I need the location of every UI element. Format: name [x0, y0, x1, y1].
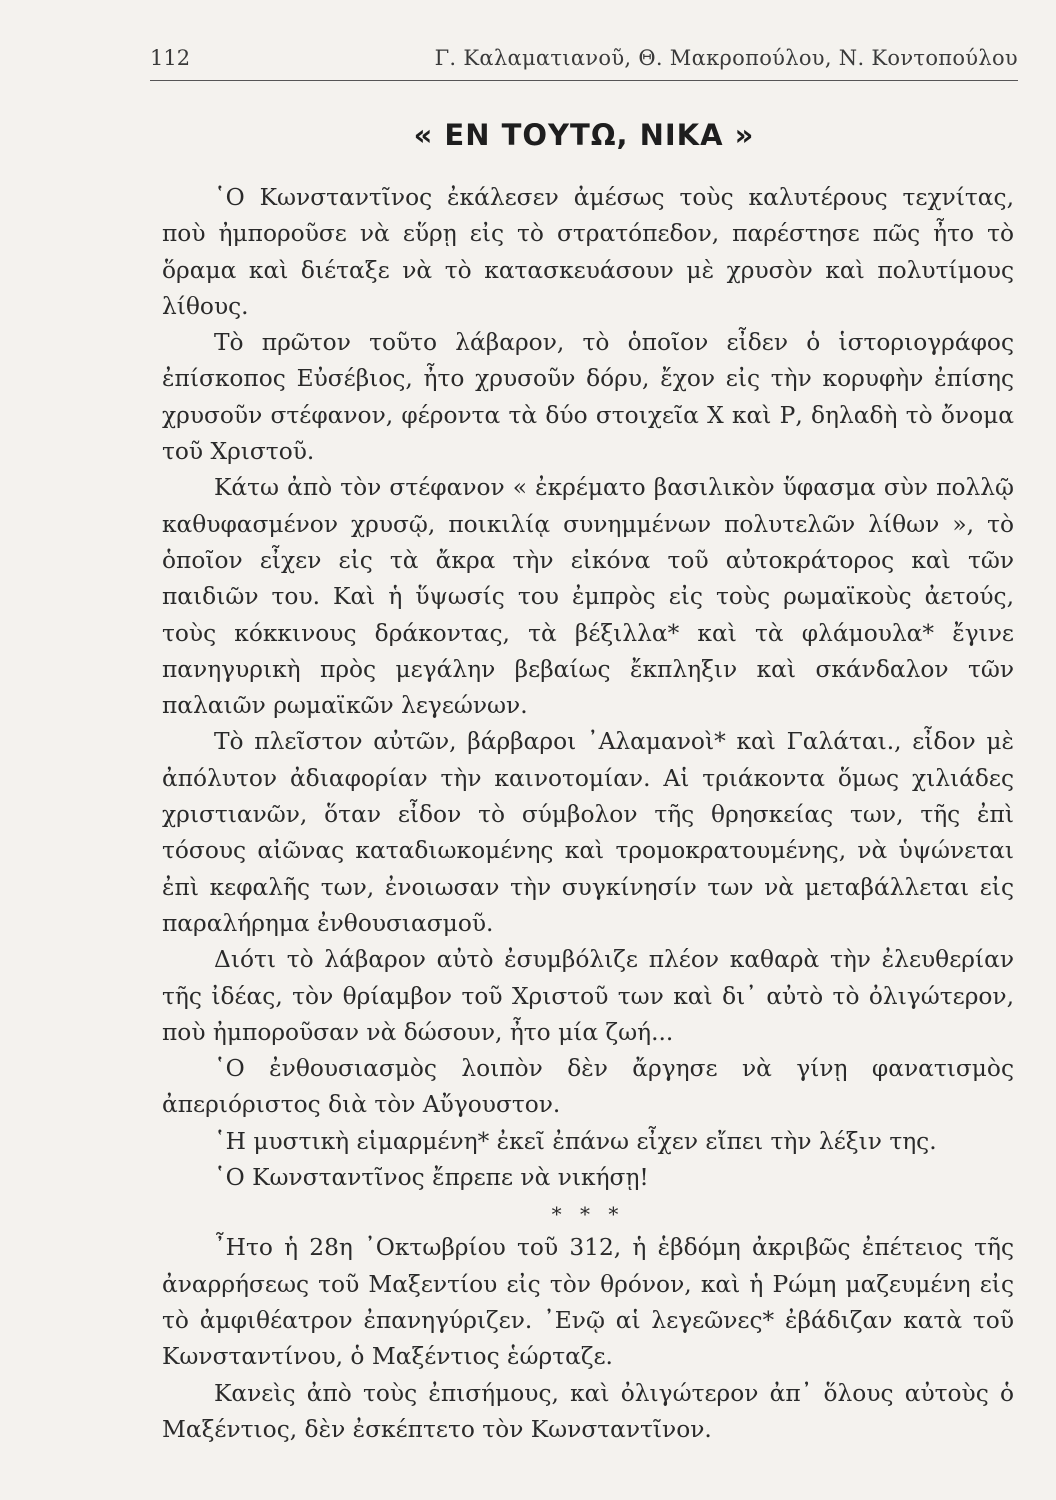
page-number: 112	[150, 46, 191, 70]
chapter-title: « ΕΝ ΤΟΥΤΩ, ΝΙΚΑ »	[413, 118, 755, 152]
paragraph: ῾Ο Κωνσταντῖνος ἐκάλεσεν ἀμέσως τοὺς καλυτέρους τεχνίτας, ποὺ ἠμποροῦσε νὰ εὕρῃ εἰς τὸ στρατόπεδον, παρέστησε πῶς ἦτο τὸ ὅραμα καὶ διέταξε νὰ τὸ κατασκευάσουν μὲ χρυσὸν καὶ πολυτίμους λίθους.	[162, 184, 1014, 320]
running-header	[150, 46, 1018, 76]
section-separator: * * *	[551, 1202, 625, 1227]
paragraph: ῾Ο Κωνσταντῖνος ἔπρεπε νὰ νικήσῃ!	[214, 1164, 649, 1192]
running-title: Γ. Καλαματιανοῦ, Θ. Μακροπούλου, Ν. Κοντοπούλου	[434, 46, 1018, 70]
body-text	[162, 180, 1014, 1448]
paragraph: Τὸ πλεῖστον αὐτῶν, βάρβαροι ᾿Αλαμανοὶ* καὶ Γαλάται., εἶδον μὲ ἀπόλυτον ἀδιαφορίαν τὴν καινοτομίαν. Αἱ τριάκοντα ὅμως χιλιάδες χριστιανῶν, ὅταν εἶδον τὸ σύμβολον τῆς θρησκείας των, τῆς ἐπὶ τόσους αἰῶνας καταδιωκομένης καὶ τρομοκρατουμένης, νὰ ὑψώνεται ἐπὶ κεφαλῆς των, ἐνοιωσαν τὴν συγκίνησίν των νὰ μεταβάλλεται εἰς παραλήρημα ἐνθουσιασμοῦ.	[162, 728, 1014, 937]
paragraph: Κανεὶς ἀπὸ τοὺς ἐπισήμους, καὶ ὀλιγώτερον ἀπ᾿ ὅλους αὐτοὺς ὁ Μαξέντιος, δὲν ἐσκέπτετο τὸν Κωνσταντῖνον.	[162, 1379, 1014, 1443]
paragraph: Διότι τὸ λάβαρον αὐτὸ ἐσυμβόλιζε πλέον καθαρὰ τὴν ἐλευθερίαν τῆς ἰδέας, τὸν θρίαμβον τοῦ Χριστοῦ των καὶ δι᾿ αὐτὸ τὸ ὀλιγώτερον, ποὺ ἠμποροῦσαν νὰ δώσουν, ἦτο μία ζωή...	[162, 946, 1014, 1046]
header-rule	[150, 80, 1018, 81]
paragraph: Κάτω ἀπὸ τὸν στέφανον « ἐκρέματο βασιλικὸν ὕφασμα σὺν πολλῷ καθυφασμένον χρυσῷ, ποικιλίᾳ συνημμένων πολυτελῶν λίθων », τὸ ὁποῖον εἶχεν εἰς τὰ ἄκρα τὴν εἰκόνα τοῦ αὐτοκράτορος καὶ τῶν παιδιῶν του. Καὶ ἡ ὕψωσίς του ἐμπρὸς εἰς τοὺς ρωμαϊκοὺς ἀετούς, τοὺς κόκκινους δράκοντας, τὰ βέξιλλα* καὶ τὰ φλάμουλα* ἔγινε πανηγυρικὴ πρὸς μεγάλην βεβαίως ἔκπληξιν καὶ σκάνδαλον τῶν παλαιῶν ρωμαϊκῶν λεγεώνων.	[162, 474, 1014, 720]
paragraph: ῏Ητο ἡ 28η ᾿Οκτωβρίου τοῦ 312, ἡ ἑβδόμη ἀκριβῶς ἐπέτειος τῆς ἀναρρήσεως τοῦ Μαξεντίου εἰς τὸν θρόνον, καὶ ἡ Ρώμη μαζευμένη εἰς τὸ ἀμφιθέατρον ἐπανηγύριζεν. ᾿Ενῷ αἱ λεγεῶνες* ἐβάδιζαν κατὰ τοῦ Κωνσταντίνου, ὁ Μαξέντιος ἑώρταζε.	[162, 1234, 1014, 1371]
paragraph: ῾Η μυστικὴ εἱμαρμένη* ἐκεῖ ἐπάνω εἶχεν εἴπει τὴν λέξιν της.	[214, 1127, 937, 1155]
paragraph: ῾Ο ἐνθουσιασμὸς λοιπὸν δὲν ἄργησε νὰ γίνῃ φανατισμὸς ἀπεριόριστος διὰ τὸν Αὔγουστον.	[162, 1055, 1014, 1119]
paragraph: Τὸ πρῶτον τοῦτο λάβαρον, τὸ ὁποῖον εἶδεν ὁ ἱστοριογράφος ἐπίσκοπος Εὐσέβιος, ἦτο χρυσοῦν δόρυ, ἔχον εἰς τὴν κορυφὴν ἐπίσης χρυσοῦν στέφανον, φέροντα τὰ δύο στοιχεῖα Χ καὶ Ρ, δηλαδὴ τὸ ὄνομα τοῦ Χριστοῦ.	[162, 329, 1014, 466]
